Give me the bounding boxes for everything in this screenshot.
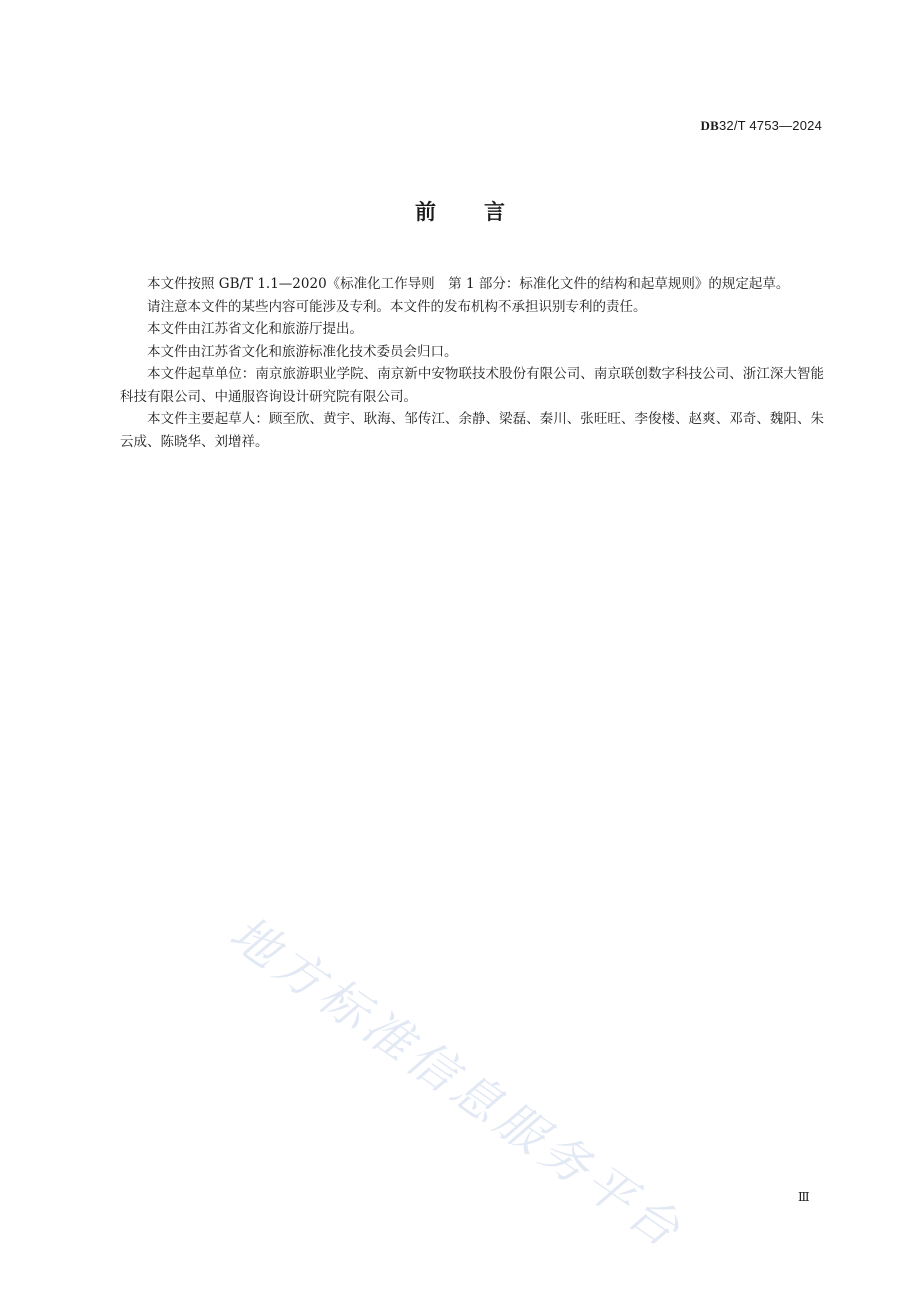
standard-prefix: DB <box>700 118 719 133</box>
page-title: 前言 <box>415 200 553 224</box>
paragraph-proposer: 本文件由江苏省文化和旅游厅提出。 <box>147 321 363 337</box>
paragraph-drafters: 本文件主要起草人：顾至欣、黄宇、耿海、邹传江、余静、梁磊、秦川、张旺旺、李俊楼、赵爽、邓奇、魏阳、朱云成、陈晓华、刘增祥。 <box>120 411 824 450</box>
document-body <box>120 273 824 453</box>
standard-number <box>701 118 823 134</box>
paragraph-committee: 本文件由江苏省文化和旅游标准化技术委员会归口。 <box>147 343 458 360</box>
page-number: Ⅲ <box>798 1190 810 1204</box>
paragraph-drafting-units: 本文件起草单位：南京旅游职业学院、南京新中安物联技术股份有限公司、南京联创数字科技公司、浙江深大智能科技有限公司、中通服咨询设计研究院有限公司。 <box>120 366 824 405</box>
paragraph-drafting-rules: 本文件按照 GB/T 1.1—2020《标准化工作导则 第 1 部分：标准化文件的结构和起草规则》的规定起草。 <box>147 276 790 292</box>
standard-code: 32/T 4753—2024 <box>718 118 822 133</box>
paragraph-patent-notice: 请注意本文件的某些内容可能涉及专利。本文件的发布机构不承担识别专利的责任。 <box>147 298 647 315</box>
watermark: 地方标准信息服务平台 <box>219 905 694 1261</box>
